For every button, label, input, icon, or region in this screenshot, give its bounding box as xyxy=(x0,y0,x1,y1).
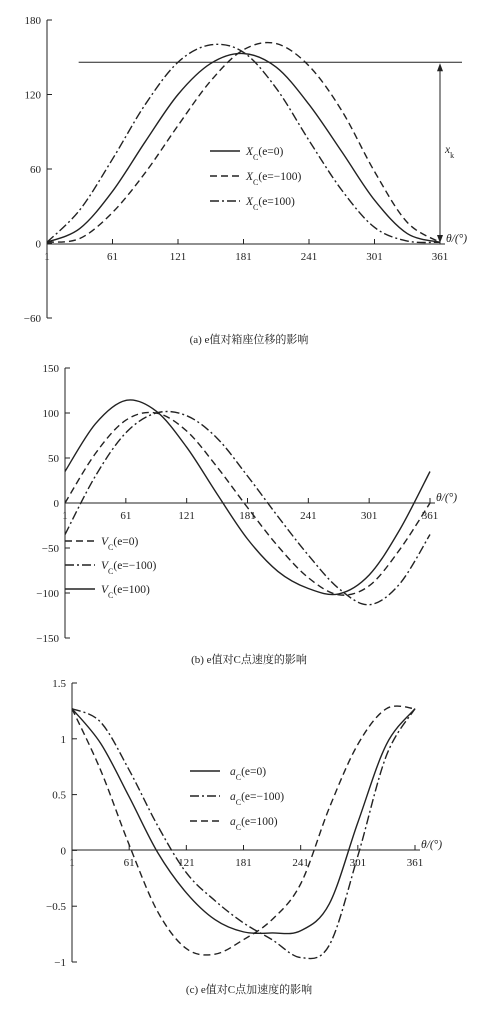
x-tick-label: 301 xyxy=(349,857,367,869)
chart-panel-3 xyxy=(46,678,442,996)
legend-entry: $a_C(e=0)$ xyxy=(230,766,267,782)
x-tick-label: 361 xyxy=(406,857,424,869)
x-tick-label: 121 xyxy=(178,510,195,522)
legend-entry: $a_C(e=-100)$ xyxy=(230,791,285,807)
y-tick-label: 0 xyxy=(53,498,59,510)
y-tick-label: −1 xyxy=(54,957,66,969)
chart-panel-2 xyxy=(36,363,457,666)
y-tick-label: 120 xyxy=(24,89,41,102)
legend-entry: $X_C(e=100)$ xyxy=(246,196,295,212)
x-tick-label: 181 xyxy=(239,510,256,522)
x-tick-label: 1 xyxy=(44,251,50,263)
y-tick-label: 50 xyxy=(48,453,59,465)
legend-entry: $V_C(e=0)$ xyxy=(101,536,139,552)
y-tick-label: 1 xyxy=(60,733,66,746)
legend-entry: $V_C(e=-100)$ xyxy=(101,560,157,576)
y-tick-label: 1.5 xyxy=(52,678,66,690)
legend-entry: $X_C(e=0)$ xyxy=(246,146,284,162)
x-tick-label: 61 xyxy=(107,251,118,263)
x-tick-label: 121 xyxy=(178,857,195,869)
x-axis-label: θ/(°) xyxy=(446,233,468,245)
series-line-3 xyxy=(47,44,440,242)
chart-panel-1 xyxy=(24,15,467,346)
figure-caption: (c) e值对C点加速度的影响 xyxy=(185,984,313,996)
y-tick-label: 150 xyxy=(42,363,59,375)
x-tick-label: 361 xyxy=(431,251,449,263)
series-line-2 xyxy=(72,709,415,959)
figure-caption: (a) e值对箱座位移的影响 xyxy=(189,334,309,346)
xk-label: $x_k$ xyxy=(445,144,455,160)
y-tick-label: 0.5 xyxy=(52,789,66,802)
x-axis-label: θ/(°) xyxy=(436,492,458,504)
y-tick-label: −0.5 xyxy=(46,901,66,914)
x-tick-label: 61 xyxy=(123,857,135,869)
series-line-1 xyxy=(47,53,440,242)
legend-entry: $a_C(e=100)$ xyxy=(230,816,278,832)
legend-entry: $X_C(e=-100)$ xyxy=(246,171,302,187)
y-tick-label: −50 xyxy=(41,543,59,555)
series-line-3 xyxy=(72,706,415,955)
x-tick-label: 181 xyxy=(235,857,252,869)
legend-entry: $V_C(e=100)$ xyxy=(101,584,150,600)
x-tick-label: 361 xyxy=(421,510,439,522)
y-tick-label: 0 xyxy=(60,845,66,858)
series-line-2 xyxy=(47,43,440,243)
x-tick-label: 241 xyxy=(300,510,317,522)
y-tick-label: −100 xyxy=(36,588,59,600)
x-tick-label: 1 xyxy=(69,857,75,869)
x-tick-label: 301 xyxy=(360,510,378,522)
y-tick-label: −60 xyxy=(23,313,41,325)
arrow-head-up xyxy=(437,63,443,71)
x-tick-label: 61 xyxy=(120,510,132,522)
x-axis-label: θ/(°) xyxy=(421,839,443,851)
x-tick-label: 241 xyxy=(292,857,309,869)
y-tick-label: 60 xyxy=(30,164,41,176)
y-tick-label: −150 xyxy=(36,633,59,645)
y-tick-label: 0 xyxy=(35,238,41,251)
y-tick-label: 180 xyxy=(24,15,41,27)
x-tick-label: 121 xyxy=(169,251,187,263)
x-tick-label: 301 xyxy=(366,251,383,263)
x-tick-label: 181 xyxy=(235,251,252,263)
figure-caption: (b) e值对C点速度的影响 xyxy=(191,654,307,666)
x-tick-label: 1 xyxy=(62,510,68,522)
y-tick-label: 100 xyxy=(42,408,59,420)
x-tick-label: 241 xyxy=(300,251,318,263)
